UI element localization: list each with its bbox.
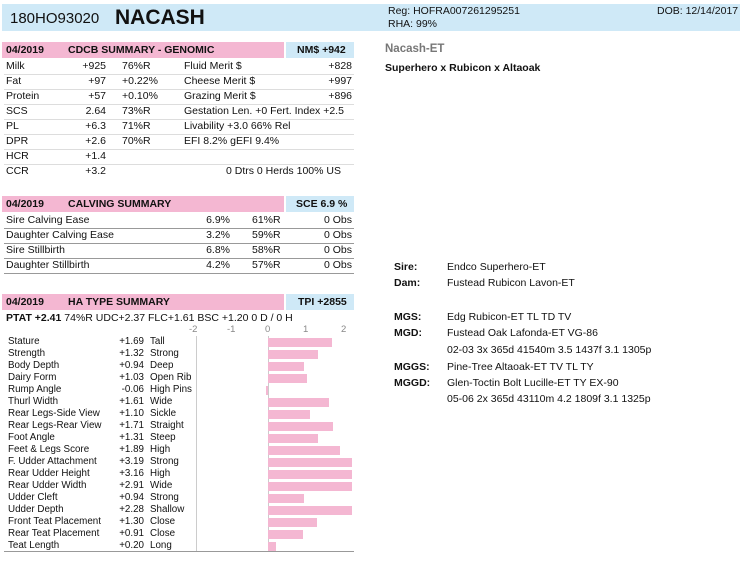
- trait-descriptor: Close: [150, 516, 176, 527]
- trait-descriptor: Close: [150, 528, 176, 539]
- trait-ptv: +2.28: [119, 504, 144, 515]
- trait-bar: [268, 350, 318, 359]
- ptat-details: 74%R UDC+2.37 FLC+1.61 BSC +1.20 0 D / 0 H: [64, 312, 293, 324]
- trait-name: Foot Angle: [8, 432, 55, 443]
- trait-ptv: -0.06: [121, 384, 144, 395]
- merit-value: +997: [328, 75, 352, 87]
- calving-obs: 0 Obs: [323, 244, 352, 256]
- trait-descriptor: Straight: [150, 420, 184, 431]
- trait-label: CCR: [6, 165, 29, 177]
- trait-bar: [268, 362, 304, 371]
- trait-name: Rump Angle: [8, 384, 62, 395]
- ptat-line: [6, 312, 293, 324]
- calving-header: [2, 196, 354, 212]
- date-of-birth: DOB: 12/14/2017: [657, 5, 739, 17]
- type-header: [2, 294, 354, 310]
- trait-name: Rear Udder Width: [8, 480, 87, 491]
- mggs-name: Pine-Tree Altaoak-ET TV TL TY: [447, 361, 594, 373]
- trait-ptv: +3.16: [119, 468, 144, 479]
- merit-value: +896: [328, 90, 352, 102]
- registration: [388, 5, 520, 31]
- trait-value: 2.64: [85, 105, 106, 117]
- type-date: 04/2019: [6, 296, 44, 308]
- trait-descriptor: Strong: [150, 348, 179, 359]
- scale-tick-label: 0: [265, 324, 271, 335]
- trait-reliability: 70%R: [122, 135, 151, 147]
- pedigree-subtitle: Superhero x Rubicon x Altaoak: [385, 62, 541, 74]
- trait-bar: [268, 470, 352, 479]
- type-title: HA TYPE SUMMARY: [68, 296, 170, 308]
- trait-bar: [268, 494, 304, 503]
- trait-bar: [268, 374, 307, 383]
- trait-descriptor: Sickle: [150, 408, 177, 419]
- merit-label: Grazing Merit $: [184, 90, 256, 102]
- trait-bar: [268, 338, 332, 347]
- genomic-row: [2, 60, 354, 73]
- trait-value: +2.6: [85, 135, 106, 147]
- trait-name: Stature: [8, 336, 40, 347]
- trait-bar: [268, 530, 303, 539]
- calving-label: Sire Stillbirth: [6, 244, 65, 256]
- type-bottom-line: [4, 551, 354, 552]
- trait-name: F. Udder Attachment: [8, 456, 97, 467]
- type-table: [2, 336, 354, 552]
- trait-value: +6.3: [85, 120, 106, 132]
- trait-descriptor: Steep: [150, 432, 176, 443]
- trait-descriptor: High: [150, 468, 171, 479]
- trait-label: PL: [6, 120, 19, 132]
- trait-descriptor: High Pins: [150, 384, 192, 395]
- ptat-value: PTAT +2.41: [6, 312, 62, 324]
- merit-label: Livability +3.0 66% Rel: [184, 120, 291, 132]
- scale-tick-label: 2: [341, 324, 347, 335]
- trait-value: +97: [88, 75, 106, 87]
- genomic-row: [2, 75, 354, 88]
- trait-label: Milk: [6, 60, 25, 72]
- trait-ptv: +0.94: [119, 492, 144, 503]
- calving-reliability: 59%R: [252, 229, 281, 241]
- mgd-record: 02-03 3x 365d 41540m 3.5 1437f 3.1 1305p: [447, 344, 652, 356]
- bull-name: NACASH: [115, 6, 205, 29]
- trait-bar: [268, 482, 352, 491]
- trait-bar: [268, 542, 276, 551]
- trait-name: Dairy Form: [8, 372, 57, 383]
- trait-bar: [268, 422, 333, 431]
- trait-bar: [268, 506, 352, 515]
- trait-ptv: +1.03: [119, 372, 144, 383]
- trait-descriptor: Strong: [150, 492, 179, 503]
- trait-descriptor: Wide: [150, 480, 173, 491]
- calving-row: [2, 214, 354, 227]
- calving-row: [2, 229, 354, 242]
- rha: RHA: 99%: [388, 18, 438, 30]
- calving-title: CALVING SUMMARY: [68, 198, 172, 210]
- trait-reliability: +0.22%: [122, 75, 158, 87]
- trait-name: Teat Length: [8, 540, 60, 551]
- scale-tick-label: -2: [189, 324, 198, 335]
- genomic-row: [2, 135, 354, 148]
- merit-label: 0 Dtrs 0 Herds 100% US: [226, 165, 341, 177]
- trait-name: Front Teat Placement: [8, 516, 101, 527]
- genomic-row: [2, 120, 354, 133]
- calving-table: [2, 214, 354, 276]
- mggs-label: MGGS:: [394, 361, 430, 373]
- trait-label: DPR: [6, 135, 29, 147]
- trait-value: +57: [88, 90, 106, 102]
- trait-name: Udder Cleft: [8, 492, 58, 503]
- trait-name: Rear Legs-Rear View: [8, 420, 102, 431]
- merit-value: +828: [328, 60, 352, 72]
- sire-label: Sire:: [394, 261, 418, 273]
- trait-value: +1.4: [85, 150, 106, 162]
- trait-ptv: +1.10: [119, 408, 144, 419]
- trait-bar: [268, 446, 340, 455]
- mggd-record: 05-06 2x 365d 43110m 4.2 1809f 3.1 1325p: [447, 393, 651, 405]
- trait-ptv: +1.71: [119, 420, 144, 431]
- trait-ptv: +1.61: [119, 396, 144, 407]
- mgs-name: Edg Rubicon-ET TL TD TV: [447, 311, 572, 323]
- calving-pct: 3.2%: [206, 229, 230, 241]
- scale-tick-label: 1: [303, 324, 309, 335]
- trait-ptv: +0.91: [119, 528, 144, 539]
- trait-bar: [266, 386, 268, 395]
- genomic-table: [2, 60, 354, 178]
- bull-code: 180HO93020: [10, 10, 100, 27]
- trait-ptv: +1.30: [119, 516, 144, 527]
- trait-descriptor: Tall: [150, 336, 165, 347]
- header-bar: [2, 4, 740, 31]
- trait-ptv: +3.19: [119, 456, 144, 467]
- trait-ptv: +1.69: [119, 336, 144, 347]
- genomic-row: [2, 105, 354, 118]
- trait-descriptor: Long: [150, 540, 172, 551]
- dam-name: Fustead Rubicon Lavon-ET: [447, 277, 575, 289]
- sire-name: Endco Superhero-ET: [447, 261, 546, 273]
- calving-pct: 6.9%: [206, 214, 230, 226]
- row-divider: [4, 273, 354, 274]
- trait-bar: [268, 458, 352, 467]
- sce: SCE 6.9 %: [296, 198, 348, 210]
- trait-descriptor: Shallow: [150, 504, 185, 515]
- tpi: TPI +2855: [298, 296, 347, 308]
- mggd-label: MGGD:: [394, 377, 431, 389]
- pedigree-title: Nacash-ET: [385, 43, 445, 55]
- mgd-label: MGD:: [394, 327, 422, 339]
- trait-descriptor: Deep: [150, 360, 174, 371]
- calving-row: [2, 244, 354, 257]
- trait-ptv: +1.31: [119, 432, 144, 443]
- mgs-label: MGS:: [394, 311, 422, 323]
- calving-reliability: 57%R: [252, 259, 281, 271]
- trait-label: HCR: [6, 150, 29, 162]
- nm-dollar: NM$ +942: [297, 44, 346, 56]
- calving-date: 04/2019: [6, 198, 44, 210]
- trait-value: +3.2: [85, 165, 106, 177]
- merit-label: Fluid Merit $: [184, 60, 242, 72]
- mggd-name: Glen-Toctin Bolt Lucille-ET TY EX-90: [447, 377, 619, 389]
- calving-pct: 4.2%: [206, 259, 230, 271]
- genomic-header: [2, 42, 354, 58]
- merit-label: Gestation Len. +0 Fert. Index +2.5: [184, 105, 344, 117]
- trait-name: Thurl Width: [8, 396, 59, 407]
- trait-name: Rear Legs-Side View: [8, 408, 100, 419]
- trait-name: Feet & Legs Score: [8, 444, 90, 455]
- reg-number: Reg: HOFRA007261295251: [388, 5, 520, 17]
- calving-label: Daughter Stillbirth: [6, 259, 90, 271]
- trait-label: Protein: [6, 90, 40, 102]
- genomic-date: 04/2019: [6, 44, 44, 56]
- calving-row: [2, 259, 354, 272]
- trait-reliability: 76%R: [122, 60, 151, 72]
- genomic-title: CDCB SUMMARY - GENOMIC: [68, 44, 215, 56]
- trait-bar: [268, 434, 318, 443]
- trait-name: Udder Depth: [8, 504, 64, 515]
- trait-bar: [268, 398, 329, 407]
- calving-reliability: 61%R: [252, 214, 281, 226]
- trait-label: Fat: [6, 75, 22, 87]
- trait-bar: [268, 410, 310, 419]
- genomic-row: [2, 165, 354, 178]
- calving-obs: 0 Obs: [323, 214, 352, 226]
- mgd-name: Fustead Oak Lafonda-ET VG-86: [447, 327, 598, 339]
- trait-descriptor: Open Rib: [150, 372, 192, 383]
- trait-descriptor: High: [150, 444, 171, 455]
- trait-reliability: +0.10%: [122, 90, 158, 102]
- genomic-row: [2, 150, 354, 163]
- trait-name: Body Depth: [8, 360, 60, 371]
- trait-ptv: +1.89: [119, 444, 144, 455]
- trait-name: Rear Udder Height: [8, 468, 90, 479]
- merit-label: Cheese Merit $: [184, 75, 256, 87]
- trait-name: Strength: [8, 348, 46, 359]
- calving-pct: 6.8%: [206, 244, 230, 256]
- trait-ptv: +0.94: [119, 360, 144, 371]
- calving-obs: 0 Obs: [323, 229, 352, 241]
- trait-bar: [268, 518, 317, 527]
- trait-name: Rear Teat Placement: [8, 528, 100, 539]
- scale-tick-label: -1: [227, 324, 236, 335]
- trait-value: +925: [82, 60, 106, 72]
- trait-ptv: +0.20: [119, 540, 144, 551]
- trait-ptv: +1.32: [119, 348, 144, 359]
- trait-descriptor: Wide: [150, 396, 173, 407]
- trait-reliability: 71%R: [122, 120, 151, 132]
- calving-label: Daughter Calving Ease: [6, 229, 114, 241]
- merit-label: EFI 8.2% gEFI 9.4%: [184, 135, 280, 147]
- calving-obs: 0 Obs: [323, 259, 352, 271]
- dam-label: Dam:: [394, 277, 421, 289]
- trait-label: SCS: [6, 105, 28, 117]
- calving-reliability: 58%R: [252, 244, 281, 256]
- trait-reliability: 73%R: [122, 105, 151, 117]
- type-scale: [2, 324, 354, 336]
- type-trait-row: [2, 384, 354, 396]
- genomic-row: [2, 90, 354, 103]
- trait-ptv: +2.91: [119, 480, 144, 491]
- trait-descriptor: Strong: [150, 456, 179, 467]
- calving-label: Sire Calving Ease: [6, 214, 90, 226]
